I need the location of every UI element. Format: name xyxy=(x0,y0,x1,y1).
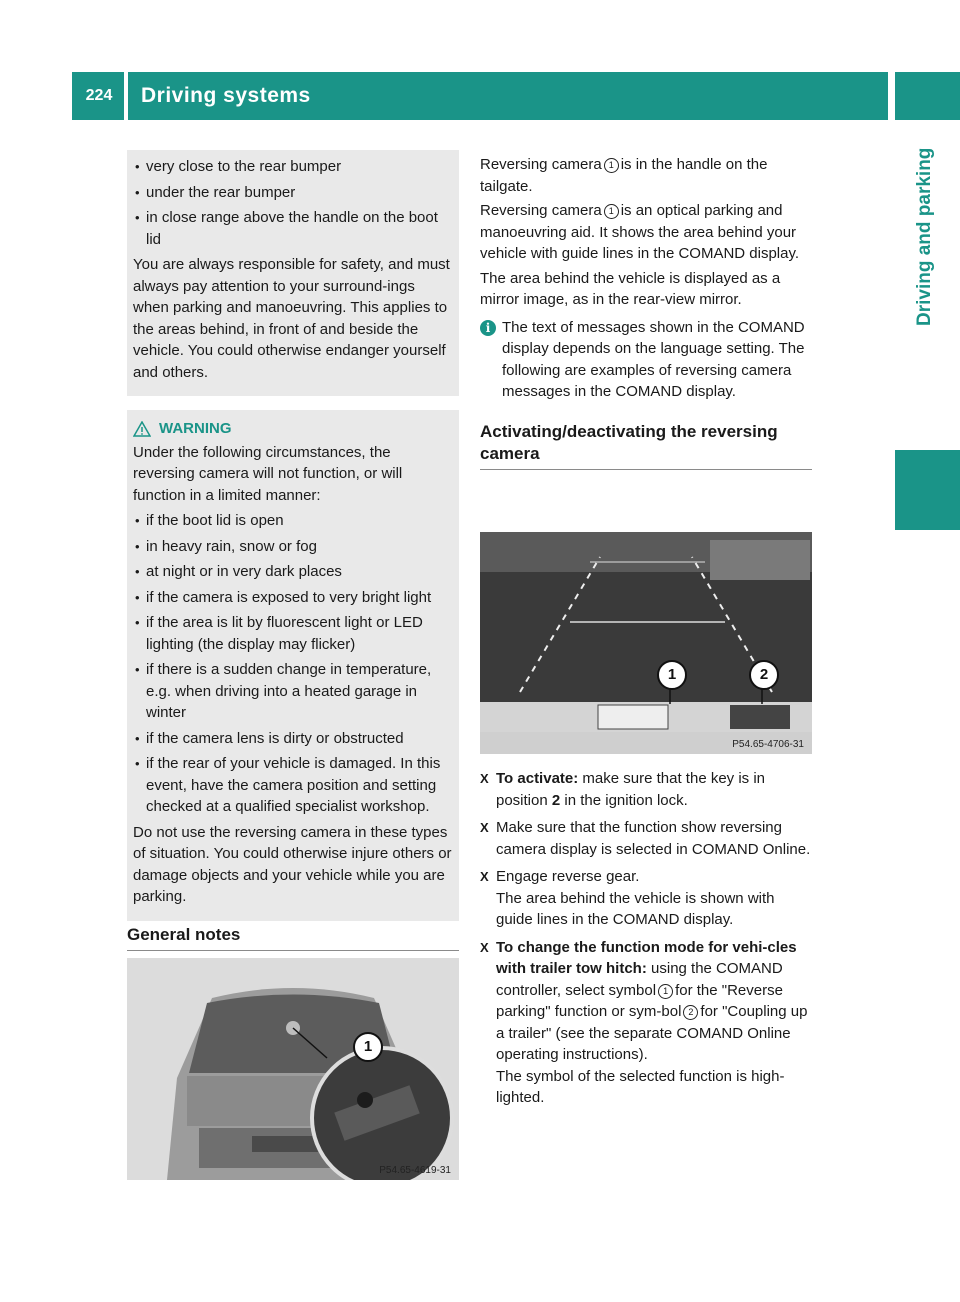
text-span: Reversing camera xyxy=(480,202,602,219)
info-icon: i xyxy=(480,320,496,336)
paragraph xyxy=(480,154,812,197)
text-span: make sure that the key is in position xyxy=(496,770,766,809)
chapter-side-label: Driving and parking xyxy=(914,147,935,326)
car-rear-illustration xyxy=(127,958,459,1180)
camera-location-list xyxy=(133,156,453,250)
list-item: • if the camera lens is dirty or obstructed xyxy=(133,728,453,750)
step-select-function: X Make sure that the function show reversing camera display is selected in COMAND Online. xyxy=(480,817,812,860)
warning-label: WARNING xyxy=(159,420,232,437)
paragraph: The area behind the vehicle is displayed as a mirror image, as in the rear-view mirror. xyxy=(480,269,781,308)
left-column xyxy=(127,150,459,921)
paragraph xyxy=(480,200,812,265)
step-reverse-gear xyxy=(480,866,812,931)
general-notes-title: General notes xyxy=(127,924,459,951)
page-title: Driving systems xyxy=(141,84,311,107)
step-change-mode xyxy=(480,937,812,1109)
text-span: The symbol of the selected function is high-lighted. xyxy=(496,1067,785,1106)
list-item: • under the rear bumper xyxy=(133,182,453,204)
position-value: 2 xyxy=(551,791,561,809)
page-number: 224 xyxy=(85,87,113,104)
list-item: • if the rear of your vehicle is damaged. In this event, have the camera position and setting checked at a qualified specialist workshop. xyxy=(133,753,453,818)
figure-callout-2: 2 xyxy=(749,660,779,690)
text-span: using the COMAND controller, select symbol xyxy=(496,960,783,999)
step-bold: To activate: xyxy=(496,770,579,787)
callout-ref-2: 2 xyxy=(683,1005,698,1020)
figure-code: P54.65-4706-31 xyxy=(732,739,804,750)
safety-box xyxy=(127,150,459,396)
car-rear-figure xyxy=(127,958,459,1180)
text-span: for the "Reverse parking" function or sym-bol xyxy=(496,981,783,1020)
list-item: • at night or in very dark places xyxy=(133,561,453,583)
text-span: Reversing camera xyxy=(480,156,602,173)
text-span: is an optical parking and manoeuvring aid. It shows the area behind your vehicle with guide lines in the COMAND display. xyxy=(480,202,800,262)
safety-text: You are always responsible for safety, and must always pay attention to your surround-ings when parking and manoeuvring. This applies to the areas behind, in front of and beside the vehicle. You could otherwise endanger yourself and others. xyxy=(133,256,450,381)
text-span: X Engage reverse gear. xyxy=(496,868,640,885)
warning-heading xyxy=(133,418,453,440)
figure-callout-1: 1 xyxy=(353,1032,383,1062)
list-item: • if the camera is exposed to very bright light xyxy=(133,587,453,609)
text-span: for "Coupling up a trailer" (see the separate COMAND Online operating instructions). xyxy=(496,1003,808,1063)
step-activate xyxy=(480,768,812,811)
text-span: is in the handle on the tailgate. xyxy=(480,156,768,195)
step-bold: To change the function mode for vehi-cles with trailer tow hitch: xyxy=(496,938,797,977)
info-note xyxy=(480,317,812,403)
header-divider xyxy=(124,72,128,120)
list-item: • if the area is lit by fluorescent light or LED lighting (the display may flicker) xyxy=(133,612,453,655)
side-tab-block xyxy=(895,450,960,530)
list-item: • in close range above the handle on the boot lid xyxy=(133,207,453,250)
warning-intro: Under the following circumstances, the reversing camera will not function, or will function in a limited manner: xyxy=(133,443,403,504)
activating-section-title: Activating/deactivating the reversing camera xyxy=(480,421,812,470)
list-item: • if there is a sudden change in temperature, e.g. when driving into a heated garage in winter xyxy=(133,659,453,724)
text-span: in the ignition lock. xyxy=(564,791,688,809)
callout-ref-1: 1 xyxy=(604,158,619,173)
warning-triangle-icon xyxy=(133,421,151,437)
text-span: The area behind the vehicle is shown with guide lines in the COMAND display. xyxy=(496,889,775,928)
camera-display-figure xyxy=(480,532,812,754)
figure-callout-1: 1 xyxy=(657,660,687,690)
info-text: The text of messages shown in the COMAND display depends on the language setting. The following are examples of reversing camera messages in the COMAND display. xyxy=(502,318,805,400)
warning-closing: Do not use the reversing camera in these types of situation. You could otherwise injure others or damage objects and your vehicle while you are parking. xyxy=(133,823,452,905)
list-item: • very close to the rear bumper xyxy=(133,156,453,178)
warning-list xyxy=(133,510,453,818)
list-item: • if the boot lid is open xyxy=(133,510,453,532)
warning-box xyxy=(127,410,459,921)
callout-ref-1: 1 xyxy=(604,204,619,219)
camera-display-illustration xyxy=(480,532,812,754)
side-tab-top xyxy=(895,72,960,120)
right-column xyxy=(480,154,812,482)
callout-ref-1: 1 xyxy=(658,984,673,999)
right-steps xyxy=(480,768,812,1115)
list-item: • in heavy rain, snow or fog xyxy=(133,536,453,558)
figure-code: P54.65-4619-31 xyxy=(379,1165,451,1176)
